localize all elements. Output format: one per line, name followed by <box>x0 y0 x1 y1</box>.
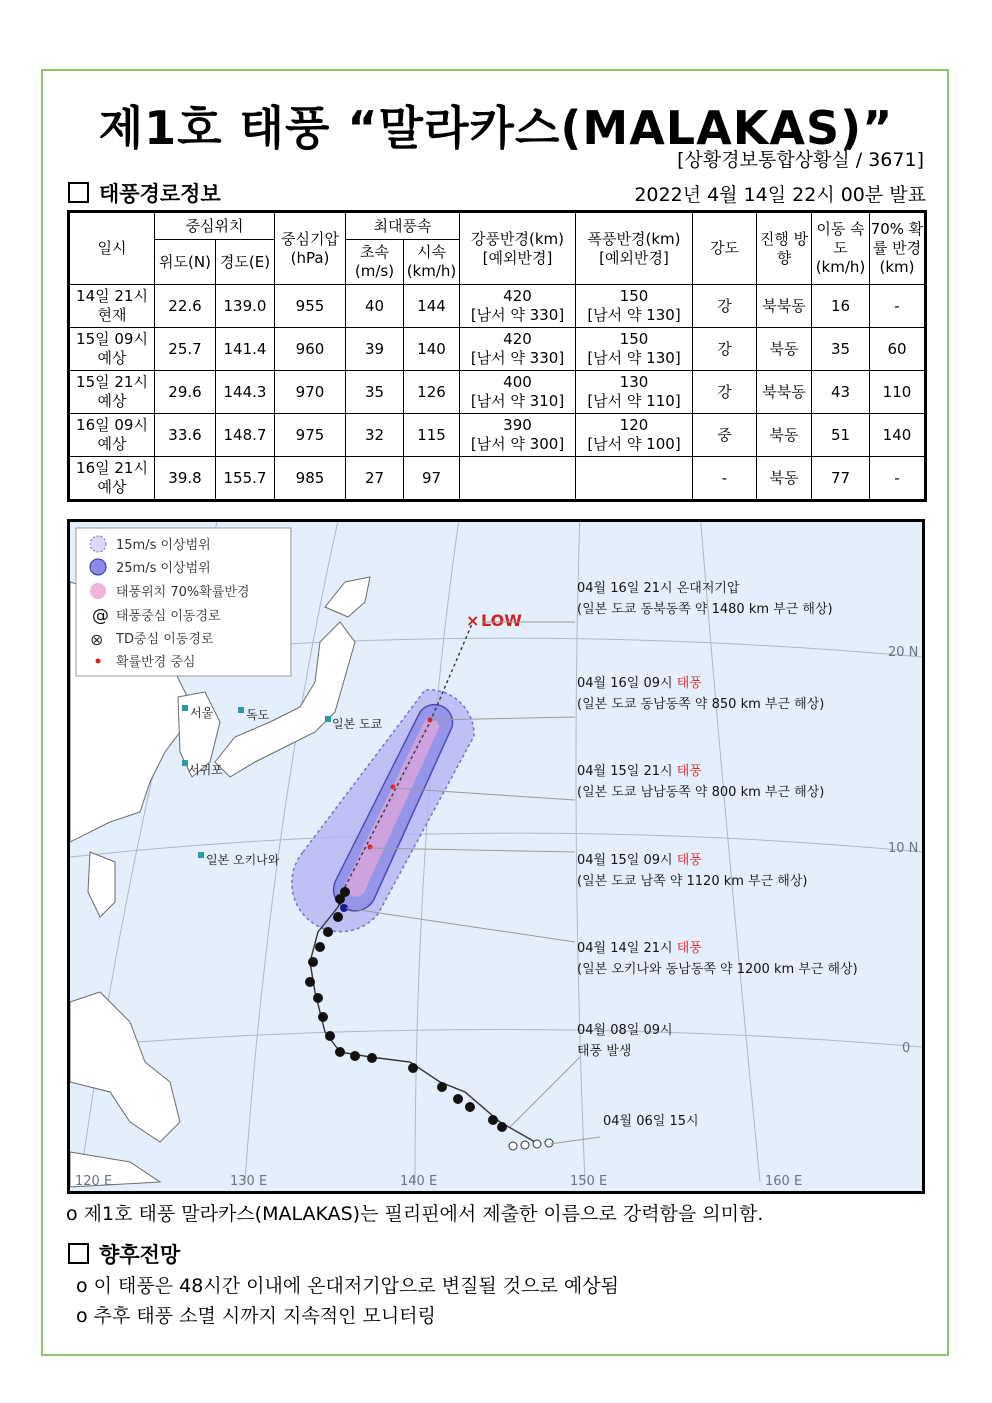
cell-storm-radius <box>576 457 693 501</box>
lon-120: 120 E <box>75 1174 113 1189</box>
cell-direction-line: 북동 <box>769 339 799 358</box>
cell-lon <box>216 328 275 371</box>
cell-direction <box>757 371 812 414</box>
annotation-line1 <box>577 675 702 691</box>
cell-kmh <box>404 328 460 371</box>
cell-kmh-line: 144 <box>417 296 446 315</box>
cell-lat <box>155 371 216 414</box>
annotation-line2: (일본 도쿄 동북동쪽 약 1480 km 부근 해상) <box>577 602 833 617</box>
annotation-status: 태풍 <box>676 764 702 779</box>
legend-25ms-icon <box>90 559 106 575</box>
annotation-line1 <box>577 1022 673 1038</box>
cell-strong-radius <box>460 371 576 414</box>
annotation-line2: 태풍 발생 <box>577 1044 632 1059</box>
cell-prob-line: - <box>894 468 900 487</box>
table-row <box>69 285 926 328</box>
cell-lat-line: 29.6 <box>168 382 202 401</box>
header-time: 일시 <box>69 212 155 285</box>
cell-lat-line: 25.7 <box>168 339 202 358</box>
legend-15ms-icon <box>90 536 106 552</box>
header-direction: 진행 방향 <box>757 212 812 285</box>
name-note: o 제1호 태풍 말라카스(MALAKAS)는 필리핀에서 제출한 이름으로 강력함을 의미함. <box>66 1203 764 1225</box>
cell-ms <box>346 457 404 501</box>
lon-160: 160 E <box>765 1174 803 1189</box>
cell-speed-line: 35 <box>830 339 851 358</box>
cell-speed <box>812 414 870 457</box>
cell-ms <box>346 414 404 457</box>
header-center: 중심위치 <box>155 212 275 240</box>
legend-typhoon-icon: @ <box>92 606 109 626</box>
city-dokdo: 독도 <box>246 708 270 722</box>
cell-prob-line: 140 <box>882 425 912 444</box>
section-track-heading <box>68 178 221 208</box>
annotation-time: 04월 14일 21시 <box>577 941 677 956</box>
cell-storm-radius-line: [남서 약 130] <box>587 349 681 367</box>
cell-lon <box>216 457 275 501</box>
legend-label-15ms: 15m/s 이상범위 <box>116 538 211 553</box>
cell-direction-line: 북동 <box>769 468 799 487</box>
cell-pressure <box>275 285 346 328</box>
cell-ms <box>346 285 404 328</box>
table-row <box>69 328 926 371</box>
annotation-time: 04월 06일 15시 <box>603 1114 699 1129</box>
cell-speed <box>812 285 870 328</box>
cell-storm-radius-line: 120 <box>619 416 649 434</box>
cell-storm-radius <box>576 328 693 371</box>
cell-prob <box>870 414 926 457</box>
annotation-line2: (일본 오키나와 동남동쪽 약 1200 km 부근 해상) <box>577 962 858 977</box>
cell-prob-line: 110 <box>882 382 912 401</box>
cell-storm-radius <box>576 285 693 328</box>
cell-lat-line: 39.8 <box>168 468 202 487</box>
annotation-time: 04월 16일 09시 <box>577 676 677 691</box>
header-lon: 경도(E) <box>216 240 275 285</box>
cell-storm-radius-line: 150 <box>619 287 649 305</box>
cell-strong-radius <box>460 328 576 371</box>
issued-time: 2022년 4월 14일 22시 00분 발표 <box>634 184 926 206</box>
legend-label-typhoon: 태풍중심 이동경로 <box>116 609 221 624</box>
table-row <box>69 457 926 501</box>
cell-prob <box>870 457 926 501</box>
table-row <box>69 414 926 457</box>
cell-direction-line: 북북동 <box>762 296 806 315</box>
cell-time-line: 예상 <box>97 435 127 453</box>
cell-storm-radius-line: [남서 약 130] <box>587 306 681 324</box>
annotation-line1 <box>577 580 740 596</box>
annotation-time: 04월 16일 21시 온대저기압 <box>577 581 740 596</box>
cell-storm-radius-line: 130 <box>619 373 649 391</box>
cell-time-line: 현재 <box>97 306 127 324</box>
outlook-item-1: o 이 태풍은 48시간 이내에 온대저기압으로 변질될 것으로 예상됨 <box>76 1275 619 1297</box>
header-storm-radius: 폭풍반경(km) [예외반경] <box>576 212 693 285</box>
low-x-icon: × <box>466 611 480 630</box>
cell-time-line: 예상 <box>97 478 127 496</box>
cell-time-line: 예상 <box>97 349 127 367</box>
outlook-item-2: o 추후 태풍 소멸 시까지 지속적인 모니터링 <box>76 1305 436 1327</box>
annotation-line1 <box>577 763 702 779</box>
legend-box <box>76 528 291 676</box>
cell-time <box>69 285 155 328</box>
section-outlook-label: 향후전망 <box>99 1243 181 1267</box>
map-svg <box>70 522 922 1191</box>
cell-pressure <box>275 328 346 371</box>
cell-lat-line: 22.6 <box>168 296 202 315</box>
cell-strong-radius-line: 420 <box>503 287 532 305</box>
annotation-status: 태풍 <box>676 676 702 691</box>
cell-time-line: 15일 09시 <box>76 330 148 348</box>
header-speed: 이동 속도 (km/h) <box>812 212 870 285</box>
cell-pressure-line: 955 <box>295 296 325 315</box>
cell-direction <box>757 285 812 328</box>
cell-strong-radius-line: [남서 약 310] <box>470 392 565 410</box>
cell-intensity <box>693 371 757 414</box>
cell-strong-radius-line: [남서 약 300] <box>470 435 565 453</box>
annotation-line2: (일본 도쿄 남남동쪽 약 800 km 부근 해상) <box>577 785 825 800</box>
typhoon-track-map <box>67 519 925 1194</box>
cell-ms-line: 39 <box>364 339 385 358</box>
city-seogwipo: 서귀포 <box>188 763 223 777</box>
cell-lon-line: 139.0 <box>223 296 267 315</box>
legend-center-icon <box>96 659 101 664</box>
cell-lat <box>155 285 216 328</box>
cell-kmh-line: 115 <box>417 425 446 444</box>
annotation-status: 태풍 <box>676 853 702 868</box>
cell-storm-radius <box>576 371 693 414</box>
cell-time <box>69 328 155 371</box>
cell-time-line: 예상 <box>97 392 127 410</box>
annotation-line2: (일본 도쿄 동남동쪽 약 850 km 부근 해상) <box>577 697 825 712</box>
annotation-line2: (일본 도쿄 남쪽 약 1120 km 부근 해상) <box>577 874 808 889</box>
cell-pressure-line: 970 <box>295 382 325 401</box>
header-kmh: 시속 (km/h) <box>404 240 460 285</box>
page-title: 제1호 태풍 “말라카스(MALAKAS)” <box>98 101 894 155</box>
cell-strong-radius <box>460 414 576 457</box>
cell-speed <box>812 328 870 371</box>
low-marker <box>466 611 522 630</box>
cell-storm-radius-line: 150 <box>619 330 649 348</box>
cell-ms <box>346 328 404 371</box>
cell-direction <box>757 457 812 501</box>
cell-strong-radius <box>460 457 576 501</box>
cell-intensity-line: 중 <box>717 425 732 444</box>
lon-150: 150 E <box>570 1174 608 1189</box>
cell-intensity-line: 강 <box>717 339 732 358</box>
cell-ms-line: 40 <box>364 296 385 315</box>
cell-prob <box>870 328 926 371</box>
cell-intensity-line: 강 <box>717 382 732 401</box>
cell-lon-line: 144.3 <box>223 382 267 401</box>
annotation-time: 04월 15일 09시 <box>577 853 677 868</box>
checkbox-square-icon <box>68 1243 89 1264</box>
cell-prob-line: 60 <box>887 339 907 358</box>
table-row <box>69 371 926 414</box>
cell-kmh-line: 140 <box>417 339 446 358</box>
cell-strong-radius-line: 400 <box>503 373 532 391</box>
cell-direction-line: 북북동 <box>762 382 806 401</box>
cell-speed-line: 51 <box>830 425 851 444</box>
cell-lon <box>216 285 275 328</box>
header-prob-radius: 70% 확률 반경 (km) <box>870 212 926 285</box>
cell-ms-line: 27 <box>364 468 385 487</box>
annotation-time: 04월 15일 21시 <box>577 764 677 779</box>
cell-time <box>69 414 155 457</box>
cell-time <box>69 457 155 501</box>
cell-lon <box>216 371 275 414</box>
cell-time-line: 16일 21시 <box>76 459 148 477</box>
cell-intensity <box>693 457 757 501</box>
city-seoul: 서울 <box>190 706 214 720</box>
checkbox-square-icon <box>68 182 89 203</box>
cell-kmh <box>404 414 460 457</box>
cell-speed-line: 16 <box>830 296 851 315</box>
cell-intensity-line: 강 <box>717 296 732 315</box>
cell-pressure <box>275 371 346 414</box>
cell-lon-line: 148.7 <box>223 425 267 444</box>
section-track-label: 태풍경로정보 <box>99 182 221 206</box>
cell-direction <box>757 414 812 457</box>
legend-label-25ms: 25m/s 이상범위 <box>116 561 211 576</box>
cell-lon <box>216 414 275 457</box>
cell-direction-line: 북동 <box>769 425 799 444</box>
cell-intensity-line: - <box>721 468 728 487</box>
cell-ms-line: 35 <box>364 382 385 401</box>
cell-kmh-line: 97 <box>421 468 442 487</box>
cell-strong-radius <box>460 285 576 328</box>
annotation-time: 04월 08일 09시 <box>577 1023 673 1038</box>
header-lat: 위도(N) <box>155 240 216 285</box>
cell-time-line: 16일 09시 <box>76 416 148 434</box>
cell-speed-line: 77 <box>830 468 851 487</box>
cell-time-line: 15일 21시 <box>76 373 148 391</box>
cell-storm-radius <box>576 414 693 457</box>
annotation-line1 <box>603 1113 699 1129</box>
legend-label-center: 확률반경 중심 <box>116 655 196 670</box>
cell-intensity <box>693 285 757 328</box>
annotation-line1 <box>577 852 702 868</box>
cell-pressure-line: 960 <box>295 339 325 358</box>
lat-0: 0 <box>902 1041 911 1056</box>
lat-20: 20 N <box>888 645 919 660</box>
cell-lat <box>155 414 216 457</box>
cell-direction <box>757 328 812 371</box>
cell-ms-line: 32 <box>364 425 385 444</box>
cell-strong-radius-line: [남서 약 330] <box>470 306 565 324</box>
legend-label-prob: 태풍위치 70%확률반경 <box>116 585 250 600</box>
city-tokyo: 일본 도쿄 <box>332 717 383 731</box>
cell-lat <box>155 328 216 371</box>
cell-strong-radius-line: 390 <box>503 416 532 434</box>
low-label: LOW <box>481 611 522 630</box>
header-pressure: 중심기압 (hPa) <box>275 212 346 285</box>
annotation-line1 <box>577 940 702 956</box>
cell-strong-radius-line: 420 <box>503 330 532 348</box>
legend-prob-icon <box>90 583 106 599</box>
cell-kmh-line: 126 <box>417 382 446 401</box>
section-outlook-heading <box>68 1239 180 1269</box>
cell-pressure <box>275 457 346 501</box>
department-label: [상황경보통합상황실 / 3671] <box>677 149 924 171</box>
cell-lat <box>155 457 216 501</box>
lon-140: 140 E <box>400 1174 438 1189</box>
header-ms: 초속 (m/s) <box>346 240 404 285</box>
cell-speed <box>812 371 870 414</box>
cell-storm-radius-line: [남서 약 110] <box>587 392 681 410</box>
cell-prob-line: - <box>894 296 900 315</box>
cell-prob <box>870 371 926 414</box>
annotation-status: 태풍 <box>676 941 702 956</box>
lat-10: 10 N <box>888 841 919 856</box>
cell-time-line: 14일 21시 <box>76 287 148 305</box>
lon-130: 130 E <box>230 1174 268 1189</box>
cell-ms <box>346 371 404 414</box>
legend-td-icon: ⊗ <box>90 630 104 649</box>
header-strong-radius: 강풍반경(km) [예외반경] <box>460 212 576 285</box>
cell-storm-radius-line: [남서 약 100] <box>587 435 681 453</box>
header-maxwind: 최대풍속 <box>346 212 460 240</box>
cell-kmh <box>404 457 460 501</box>
cell-kmh <box>404 285 460 328</box>
cell-pressure-line: 985 <box>295 468 325 487</box>
header-intensity: 강도 <box>693 212 757 285</box>
cell-pressure-line: 975 <box>295 425 325 444</box>
cell-lon-line: 155.7 <box>223 468 267 487</box>
cell-intensity <box>693 328 757 371</box>
city-okinawa: 일본 오키나와 <box>206 853 280 867</box>
cell-intensity <box>693 414 757 457</box>
cell-speed <box>812 457 870 501</box>
track-table <box>67 210 927 502</box>
cell-kmh <box>404 371 460 414</box>
legend-label-td: TD중심 이동경로 <box>116 632 214 647</box>
cell-lon-line: 141.4 <box>223 339 267 358</box>
cell-strong-radius-line: [남서 약 330] <box>470 349 565 367</box>
cell-pressure <box>275 414 346 457</box>
cell-lat-line: 33.6 <box>168 425 202 444</box>
cell-prob <box>870 285 926 328</box>
cell-time <box>69 371 155 414</box>
cell-speed-line: 43 <box>830 382 851 401</box>
